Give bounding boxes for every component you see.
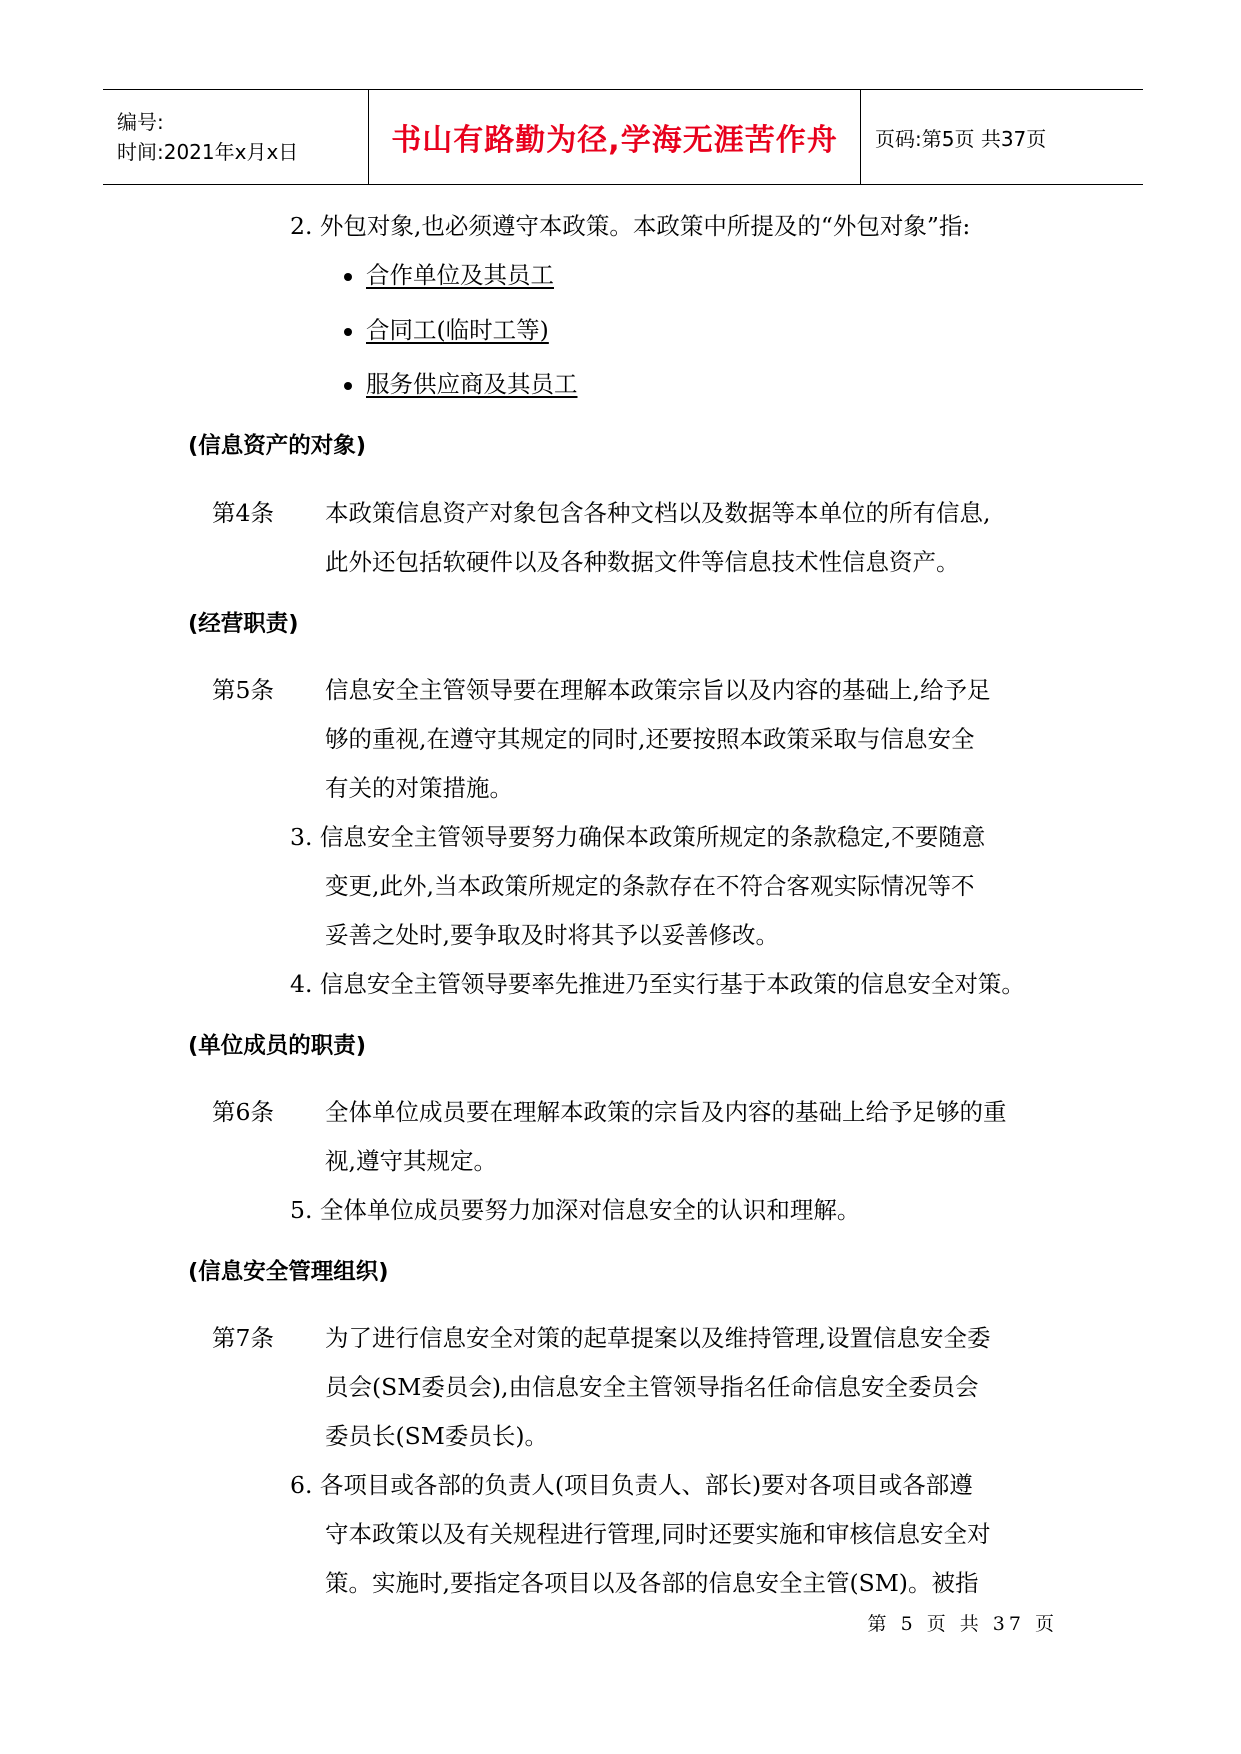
bullet-item: 服务供应商及其员工 (353, 369, 578, 399)
page-header (103, 89, 1143, 185)
article-5-line: 够的重视,在遵守其规定的同时,还要按照本政策采取与信息安全 (325, 725, 975, 753)
bullet-item: 合作单位及其员工 (353, 260, 554, 290)
article-4-line: 此外还包括软硬件以及各种数据文件等信息技术性信息资产。 (325, 548, 960, 576)
item-5: 5. 全体单位成员要努力加深对信息安全的认识和理解。 (290, 1196, 861, 1224)
article-7-line: 委员长(SM委员长)。 (325, 1422, 548, 1450)
bullet-item: 合同工(临时工等) (353, 315, 549, 345)
bullet-dot-icon (344, 382, 352, 390)
article-6-label: 第6条 (212, 1098, 274, 1126)
article-5-label: 第5条 (212, 676, 274, 704)
bullet-dot-icon (344, 273, 352, 281)
article-4-label: 第4条 (212, 499, 274, 527)
article-6-line: 视,遵守其规定。 (325, 1147, 497, 1175)
item-2: 2. 外包对象,也必须遵守本政策。本政策中所提及的“外包对象”指: (290, 212, 971, 240)
item-6-line: 策。实施时,要指定各项目以及各部的信息安全主管(SM)。被指 (325, 1569, 979, 1597)
header-meta-cell (103, 90, 369, 184)
number-label: 编号: (117, 110, 164, 134)
item-3-line: 变更,此外,当本政策所规定的条款存在不符合客观实际情况等不 (325, 872, 975, 900)
bullet-dot-icon (344, 328, 352, 336)
item-6-line: 守本政策以及有关规程进行管理,同时还要实施和审核信息安全对 (325, 1520, 991, 1548)
page-footer: 第 5 页 共 37 页 (867, 1613, 1058, 1635)
time-label: 时间:2021年x月x日 (117, 140, 299, 164)
section-heading-org: (信息安全管理组织) (188, 1259, 389, 1285)
motto: 书山有路勤为径,学海无涯苦作舟 (369, 90, 861, 184)
article-7-line: 为了进行信息安全对策的起草提案以及维持管理,设置信息安全委 (325, 1324, 991, 1352)
article-6-line: 全体单位成员要在理解本政策的宗旨及内容的基础上给予足够的重 (325, 1098, 1007, 1126)
page-label: 页码:第5页 共37页 (875, 126, 1047, 151)
section-heading-asset: (信息资产的对象) (188, 433, 367, 459)
section-heading-member: (单位成员的职责) (188, 1033, 367, 1059)
article-7-label: 第7条 (212, 1324, 274, 1352)
section-heading-mgmt: (经营职责) (188, 611, 299, 637)
item-3-line: 3. 信息安全主管领导要努力确保本政策所规定的条款稳定,不要随意 (290, 823, 986, 851)
article-4-line: 本政策信息资产对象包含各种文档以及数据等本单位的所有信息, (325, 499, 991, 527)
item-6-line: 6. 各项目或各部的负责人(项目负责人、部长)要对各项目或各部遵 (290, 1471, 973, 1499)
article-5-line: 信息安全主管领导要在理解本政策宗旨以及内容的基础上,给予足 (325, 676, 991, 704)
item-3-line: 妥善之处时,要争取及时将其予以妥善修改。 (325, 921, 779, 949)
article-7-line: 员会(SM委员会),由信息安全主管领导指名任命信息安全委员会 (325, 1373, 979, 1401)
item-4: 4. 信息安全主管领导要率先推进乃至实行基于本政策的信息安全对策。 (290, 970, 1025, 998)
article-5-line: 有关的对策措施。 (325, 774, 513, 802)
